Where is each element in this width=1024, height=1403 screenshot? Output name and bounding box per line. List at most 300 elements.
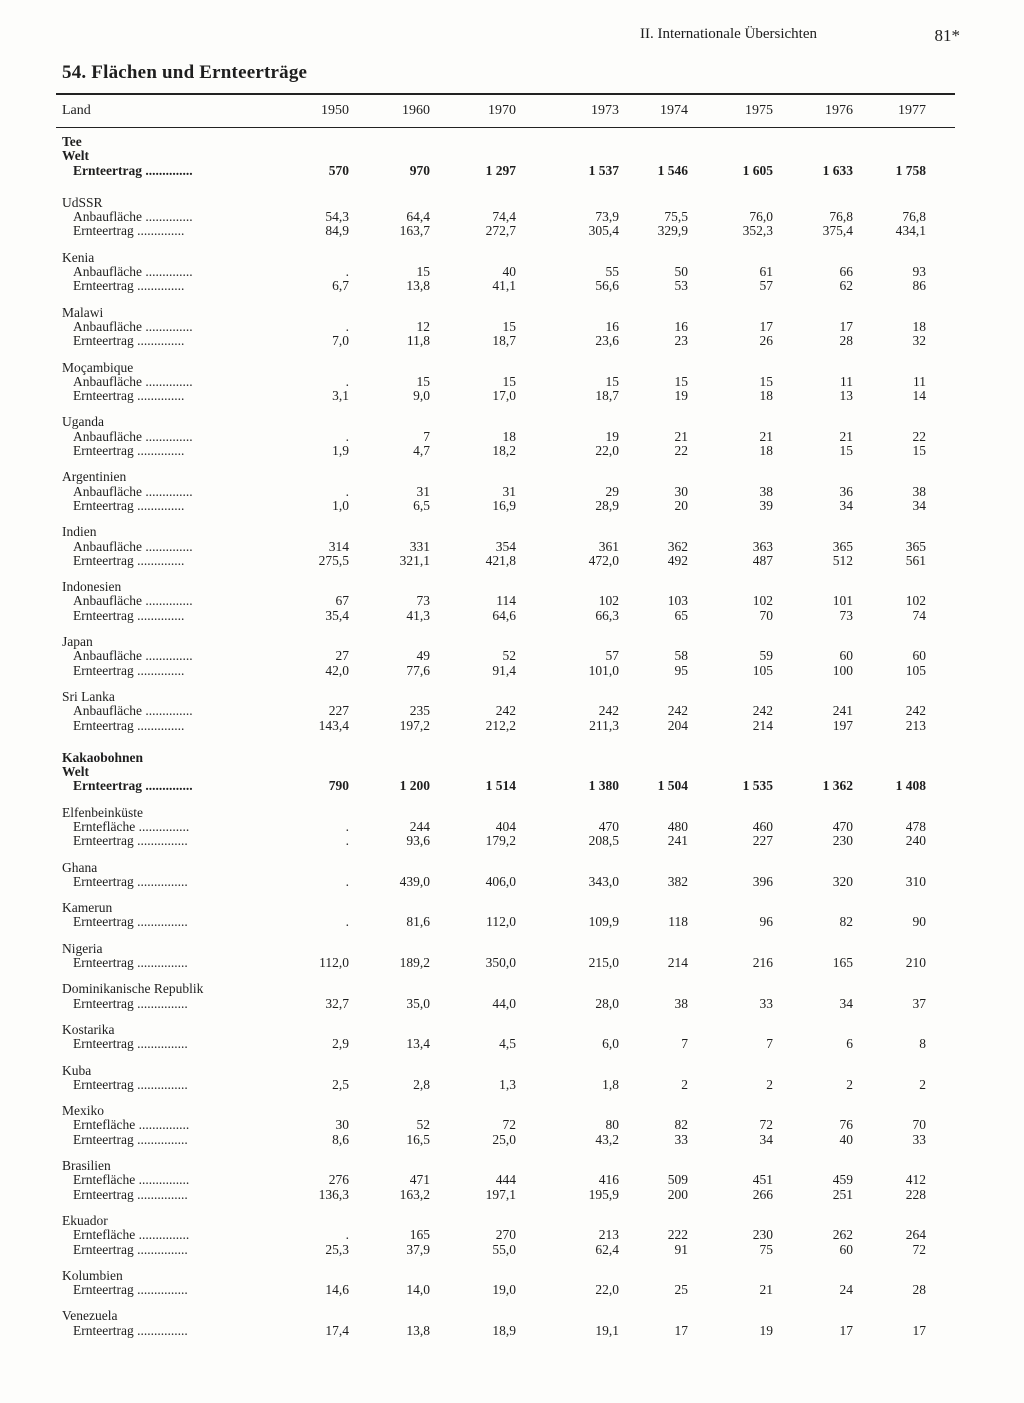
table-cell: 11: [840, 373, 853, 389]
heading-label: Kakaobohnen: [62, 749, 144, 765]
table-cell: 15: [416, 264, 430, 280]
table-cell: 165: [409, 1227, 430, 1243]
country-label: Kenia: [62, 249, 95, 265]
country-row: [0, 861, 1024, 875]
table-cell: 15: [839, 443, 853, 459]
row-label: Ernteertrag ...............: [73, 1076, 188, 1092]
table-cell: 59: [759, 648, 773, 664]
table-cell: 270: [495, 1227, 516, 1243]
table-cell: 52: [502, 648, 516, 664]
table-cell: 1 758: [895, 162, 926, 178]
row-label: Ernteertrag ..............: [73, 778, 193, 794]
table-cell: .: [345, 483, 349, 499]
table-cell: 25: [674, 1282, 688, 1298]
table-cell: 14,0: [406, 1282, 430, 1298]
row-spacer: [0, 1052, 1024, 1064]
table-row: [0, 1324, 1024, 1338]
table-cell: .: [345, 428, 349, 444]
table-cell: 70: [759, 607, 773, 623]
table-cell: 40: [839, 1131, 853, 1147]
table-cell: 197: [832, 717, 853, 733]
table-cell: 228: [905, 1186, 926, 1202]
table-cell: 487: [752, 552, 773, 568]
table-row: [0, 779, 1024, 793]
table-cell: 62: [839, 278, 853, 294]
table-cell: 75,5: [664, 209, 688, 225]
table-cell: 15: [912, 443, 926, 459]
table-cell: 112,0: [486, 914, 516, 930]
table-cell: 41,3: [406, 607, 430, 623]
table-cell: 12: [416, 318, 430, 334]
table-cell: 15: [416, 373, 430, 389]
table-cell: 1 546: [657, 162, 688, 178]
table-cell: 112,0: [319, 955, 349, 971]
table-cell: 23: [674, 333, 688, 349]
table-cell: 241: [667, 833, 688, 849]
table-cell: 34: [759, 1131, 773, 1147]
table-cell: 17,4: [325, 1322, 349, 1338]
table-cell: 17: [839, 318, 853, 334]
table-cell: 1 537: [588, 162, 619, 178]
table-cell: 195,9: [588, 1186, 619, 1202]
table-cell: 90: [912, 914, 926, 930]
table-row: [0, 1133, 1024, 1147]
table-cell: 91,4: [492, 662, 516, 678]
row-spacer: [0, 1147, 1024, 1159]
row-label: Anbaufläche ..............: [73, 703, 193, 719]
table-cell: 56,6: [595, 278, 619, 294]
table-cell: 561: [905, 552, 926, 568]
table-cell: 235: [409, 703, 430, 719]
table-cell: 19,0: [492, 1282, 516, 1298]
table-cell: 214: [752, 717, 773, 733]
table-cell: 14,6: [325, 1282, 349, 1298]
table-cell: 103: [667, 593, 688, 609]
country-row: [0, 806, 1024, 820]
country-label: Argentinien: [62, 469, 127, 485]
table-cell: 73: [839, 607, 853, 623]
country-label: Nigeria: [62, 940, 103, 956]
table-cell: 4,5: [499, 1036, 516, 1052]
row-label: Anbaufläche ..............: [73, 483, 193, 499]
row-label: Anbaufläche ..............: [73, 538, 193, 554]
country-row: [0, 196, 1024, 210]
country-label: Dominikanische Republik: [62, 981, 204, 997]
table-cell: 512: [832, 552, 853, 568]
table-cell: 3,1: [332, 388, 349, 404]
country-label: Kamerun: [62, 900, 113, 916]
table-cell: 197,2: [399, 717, 430, 733]
row-label: Ernteertrag ...............: [73, 1322, 188, 1338]
table-cell: 67: [335, 593, 349, 609]
table-cell: 57: [605, 648, 619, 664]
row-label: Ernteertrag ...............: [73, 833, 188, 849]
row-spacer: [0, 733, 1024, 751]
table-cell: 7,0: [332, 333, 349, 349]
table-row: [0, 224, 1024, 238]
row-label: Anbaufläche ..............: [73, 373, 193, 389]
table-cell: 7: [681, 1036, 688, 1052]
country-row: [0, 1214, 1024, 1228]
table-cell: 72: [912, 1241, 926, 1257]
row-spacer: [0, 403, 1024, 415]
country-row: [0, 415, 1024, 429]
row-label: Ernteertrag ..............: [73, 388, 185, 404]
table-row: [0, 719, 1024, 733]
table-cell: 272,7: [485, 223, 516, 239]
table-cell: 472,0: [588, 552, 619, 568]
table-cell: 44,0: [492, 995, 516, 1011]
table-cell: 22: [674, 443, 688, 459]
table-cell: 396: [752, 873, 773, 889]
row-spacer: [0, 239, 1024, 251]
table-cell: 22,0: [595, 443, 619, 459]
table-cell: 970: [409, 162, 430, 178]
row-label: Anbaufläche ..............: [73, 428, 193, 444]
table-cell: 28,9: [595, 497, 619, 513]
table-cell: 30: [335, 1117, 349, 1133]
table-cell: 1 605: [742, 162, 773, 178]
table-row: [0, 444, 1024, 458]
table-cell: 329,9: [657, 223, 688, 239]
table-cell: 26: [759, 333, 773, 349]
table-cell: 214: [667, 955, 688, 971]
table-cell: 73: [416, 593, 430, 609]
table-cell: 215,0: [588, 955, 619, 971]
table-row: [0, 875, 1024, 889]
table-cell: 275,5: [318, 552, 349, 568]
table-row: [0, 554, 1024, 568]
table-cell: 375,4: [822, 223, 853, 239]
table-cell: 509: [667, 1172, 688, 1188]
country-label: Ekuador: [62, 1212, 108, 1228]
table-cell: 64,4: [406, 209, 430, 225]
table-cell: 382: [667, 873, 688, 889]
table-cell: 18: [502, 428, 516, 444]
table-header-rule: [56, 127, 955, 128]
table-cell: 72: [502, 1117, 516, 1133]
table-body: [0, 135, 1024, 1338]
table-cell: 17: [912, 1322, 926, 1338]
table-cell: 14: [912, 388, 926, 404]
table-cell: 1 408: [895, 778, 926, 794]
table-row: [0, 664, 1024, 678]
table-row: [0, 210, 1024, 224]
table-cell: 264: [905, 1227, 926, 1243]
table-cell: 421,8: [485, 552, 516, 568]
column-header-year: 1973: [591, 103, 619, 118]
table-cell: 416: [598, 1172, 619, 1188]
table-cell: .: [345, 914, 349, 930]
table-cell: 19,1: [595, 1322, 619, 1338]
section-heading: [0, 765, 1024, 779]
table-cell: 38: [674, 995, 688, 1011]
table-cell: 13: [839, 388, 853, 404]
column-header-year: 1975: [745, 103, 773, 118]
table-row: [0, 1283, 1024, 1297]
table-cell: 35,0: [406, 995, 430, 1011]
table-cell: 18: [759, 443, 773, 459]
column-header-land: Land: [62, 103, 91, 118]
table-cell: 13,8: [406, 278, 430, 294]
table-cell: 439,0: [399, 873, 430, 889]
row-label: Ernteertrag ...............: [73, 1036, 188, 1052]
table-cell: 31: [416, 483, 430, 499]
table-row: [0, 594, 1024, 608]
table-cell: 163,2: [399, 1186, 430, 1202]
table-cell: 93,6: [406, 833, 430, 849]
table-row: [0, 1228, 1024, 1242]
table-cell: 105: [752, 662, 773, 678]
table-cell: .: [345, 373, 349, 389]
row-label: Ernteertrag ...............: [73, 955, 188, 971]
row-spacer: [0, 849, 1024, 861]
row-spacer: [0, 513, 1024, 525]
table-cell: 478: [905, 818, 926, 834]
table-row: [0, 915, 1024, 929]
table-cell: 33: [674, 1131, 688, 1147]
table-cell: 230: [832, 833, 853, 849]
table-cell: 23,6: [595, 333, 619, 349]
table-cell: 1,8: [602, 1076, 619, 1092]
table-cell: 227: [752, 833, 773, 849]
table-cell: 82: [839, 914, 853, 930]
table-cell: 354: [495, 538, 516, 554]
country-label: Kolumbien: [62, 1267, 123, 1283]
country-label: UdSSR: [62, 194, 103, 210]
table-cell: 96: [759, 914, 773, 930]
table-cell: 11: [913, 373, 926, 389]
country-row: [0, 1269, 1024, 1283]
table-title: 54. Flächen und Ernteerträge: [62, 62, 308, 83]
page-number: 81*: [934, 26, 960, 45]
table-cell: 58: [674, 648, 688, 664]
country-row: [0, 901, 1024, 915]
table-row: [0, 1118, 1024, 1132]
row-spacer: [0, 1202, 1024, 1214]
table-cell: 444: [495, 1172, 516, 1188]
table-row: [0, 997, 1024, 1011]
table-row: [0, 430, 1024, 444]
table-row: [0, 1188, 1024, 1202]
table-cell: 365: [905, 538, 926, 554]
row-label: Ernteertrag ...............: [73, 995, 188, 1011]
row-spacer: [0, 1092, 1024, 1104]
table-cell: 8: [919, 1036, 926, 1052]
row-spacer: [0, 1257, 1024, 1269]
table-cell: 18: [912, 318, 926, 334]
table-cell: 212,2: [485, 717, 516, 733]
table-cell: 331: [409, 538, 430, 554]
row-label: Ernteertrag ..............: [73, 162, 193, 178]
row-spacer: [0, 349, 1024, 361]
table-cell: .: [345, 1227, 349, 1243]
table-cell: 77,6: [406, 662, 430, 678]
table-cell: 75: [759, 1241, 773, 1257]
section-heading: [0, 149, 1024, 163]
table-cell: 73,9: [595, 209, 619, 225]
table-cell: 15: [502, 373, 516, 389]
table-cell: 210: [905, 955, 926, 971]
row-label: Anbaufläche ..............: [73, 264, 193, 280]
table-cell: 18: [759, 388, 773, 404]
table-cell: 65: [674, 607, 688, 623]
table-cell: .: [345, 833, 349, 849]
table-cell: 7: [766, 1036, 773, 1052]
table-cell: 242: [598, 703, 619, 719]
table-cell: 412: [905, 1172, 926, 1188]
table-cell: 15: [759, 373, 773, 389]
country-label: Indonesien: [62, 579, 122, 595]
row-label: Anbaufläche ..............: [73, 209, 193, 225]
table-cell: 18,7: [595, 388, 619, 404]
row-spacer: [0, 568, 1024, 580]
country-label: Venezuela: [62, 1308, 118, 1324]
column-header-year: 1970: [488, 103, 516, 118]
table-cell: 30: [674, 483, 688, 499]
table-cell: 361: [598, 538, 619, 554]
table-cell: 55: [605, 264, 619, 280]
table-cell: 66: [839, 264, 853, 280]
table-cell: 109,9: [588, 914, 619, 930]
table-cell: 406,0: [485, 873, 516, 889]
table-row: [0, 1078, 1024, 1092]
table-cell: 66,3: [595, 607, 619, 623]
table-cell: 216: [752, 955, 773, 971]
table-cell: 9,0: [413, 388, 430, 404]
table-cell: 404: [495, 818, 516, 834]
row-spacer: [0, 678, 1024, 690]
table-cell: 242: [905, 703, 926, 719]
country-row: [0, 1104, 1024, 1118]
table-cell: 321,1: [399, 552, 430, 568]
table-cell: 7: [423, 428, 430, 444]
table-cell: 91: [674, 1241, 688, 1257]
row-label: Anbaufläche ..............: [73, 318, 193, 334]
section-title: II. Internationale Übersichten: [640, 26, 818, 42]
table-cell: 6,5: [413, 497, 430, 513]
table-cell: 82: [674, 1117, 688, 1133]
table-cell: 15: [674, 373, 688, 389]
table-cell: 13,4: [406, 1036, 430, 1052]
section-heading: [0, 135, 1024, 149]
table-cell: 84,9: [325, 223, 349, 239]
column-header-year: 1960: [402, 103, 430, 118]
table-cell: 15: [502, 318, 516, 334]
table-cell: 242: [495, 703, 516, 719]
table-cell: 208,5: [588, 833, 619, 849]
table-row: [0, 649, 1024, 663]
country-row: [0, 1064, 1024, 1078]
table-cell: 27: [335, 648, 349, 664]
row-label: Ernteertrag ..............: [73, 278, 185, 294]
table-cell: 241: [832, 703, 853, 719]
table-cell: 16: [674, 318, 688, 334]
table-cell: 230: [752, 1227, 773, 1243]
table-cell: 352,3: [742, 223, 773, 239]
table-row: [0, 485, 1024, 499]
table-cell: .: [345, 264, 349, 280]
table-cell: 1 633: [822, 162, 853, 178]
table-top-rule: [56, 93, 955, 95]
table-cell: 1 504: [657, 778, 688, 794]
table-cell: 21: [839, 428, 853, 444]
table-cell: 102: [752, 593, 773, 609]
column-header-year: 1977: [898, 103, 926, 118]
table-row: [0, 820, 1024, 834]
row-label: Anbaufläche ..............: [73, 593, 193, 609]
country-row: [0, 306, 1024, 320]
table-cell: 80: [605, 1117, 619, 1133]
country-row: [0, 690, 1024, 704]
column-header-year: 1976: [825, 103, 853, 118]
table-cell: 101,0: [588, 662, 619, 678]
table-cell: 480: [667, 818, 688, 834]
table-cell: 244: [409, 818, 430, 834]
table-cell: 1 297: [485, 162, 516, 178]
country-label: Japan: [62, 634, 93, 650]
row-spacer: [0, 623, 1024, 635]
table-cell: 165: [832, 955, 853, 971]
country-label: Malawi: [62, 304, 104, 320]
table-row: [0, 389, 1024, 403]
table-cell: 60: [839, 1241, 853, 1257]
table-cell: 213: [598, 1227, 619, 1243]
table-row: [0, 279, 1024, 293]
table-cell: 33: [912, 1131, 926, 1147]
table-cell: 38: [759, 483, 773, 499]
heading-label: Welt: [62, 764, 89, 780]
table-cell: 2: [766, 1076, 773, 1092]
table-cell: 1,0: [332, 497, 349, 513]
table-cell: 37,9: [406, 1241, 430, 1257]
table-cell: 15: [605, 373, 619, 389]
table-cell: 305,4: [588, 223, 619, 239]
table-cell: .: [345, 318, 349, 334]
table-cell: 16: [605, 318, 619, 334]
table-cell: 53: [674, 278, 688, 294]
table-cell: 54,3: [325, 209, 349, 225]
country-row: [0, 470, 1024, 484]
country-label: Indien: [62, 524, 97, 540]
table-cell: 310: [905, 873, 926, 889]
table-cell: 4,7: [413, 443, 430, 459]
table-cell: 6,7: [332, 278, 349, 294]
section-heading: [0, 751, 1024, 765]
table-cell: 29: [605, 483, 619, 499]
table-cell: 17: [759, 318, 773, 334]
table-cell: 2,5: [332, 1076, 349, 1092]
country-row: [0, 1309, 1024, 1323]
table-cell: 64,6: [492, 607, 516, 623]
row-spacer: [0, 1297, 1024, 1309]
country-row: [0, 942, 1024, 956]
table-cell: 81,6: [406, 914, 430, 930]
table-cell: 34: [912, 497, 926, 513]
table-row: [0, 609, 1024, 623]
table-cell: 32,7: [325, 995, 349, 1011]
table-cell: 22,0: [595, 1282, 619, 1298]
table-cell: 179,2: [485, 833, 516, 849]
table-cell: 28: [839, 333, 853, 349]
country-row: [0, 580, 1024, 594]
row-label: Ernteertrag ...............: [73, 1282, 188, 1298]
table-cell: 31: [502, 483, 516, 499]
table-cell: 76,8: [902, 209, 926, 225]
table-cell: 362: [667, 538, 688, 554]
table-cell: 101: [832, 593, 853, 609]
table-cell: 471: [409, 1172, 430, 1188]
